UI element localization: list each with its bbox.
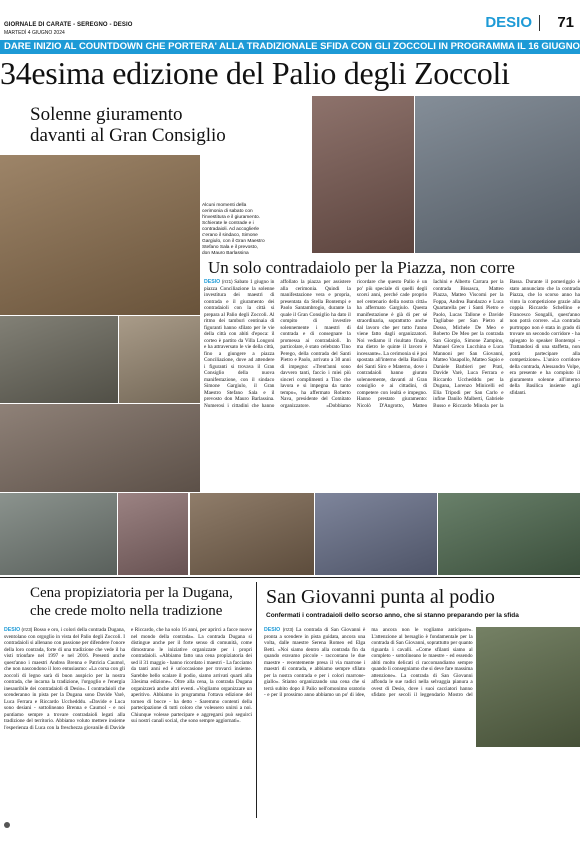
- photo-stage-officials: [415, 96, 580, 253]
- article3-title: San Giovanni punta al podio: [266, 586, 495, 608]
- photo-drummers: [0, 316, 118, 403]
- main-headline: 34esima edizione del Palio degli Zoccoli: [0, 55, 510, 91]
- header-divider: [539, 15, 540, 31]
- article2-body: DESIO (rrz3) Bosso e oro, i colori della contrada Dugana, sventolano con orgoglio in vista del Palio degli Zoccoli. I contradaioli si allenano con passione per difendere l'onore della loro contrada, forte di una tradizione che vede il ha visti trionfare nel 1997 e nel 2016. Presenti anche quest'anno i maestri Andrea Brenna e Patricia Caumol, che non nascondono il loro entusiasmo: «La corsa con gli zoccoli di legno sarà di buon auspicio per la nostra contrada, che incarna la tradizione, l'orgoglio e l'energia inesauribile dei contradaioli di Desio». I contradaioli che scenderanno in pista per la Dugana sono Davide Varè, Luca Ferrara e Riccardo Ucchedddu. «Davide e Luca sono desiani - sottolineano Brenna e Caumol - e noi puntiamo sempre a trovare contradaioli legati alla tradizione del territorio. Abbiamo voluto mettere insieme l'esperienza di Luca con la freschezza giovanile di Davide e Riccardo, che ha solo 16 anni, per aprirci a facce nuove nel mondo della contrada». La contrada Dugana si distingue anche per il forte senso di comunità, come dimostrano le iniziative organizzate per i propri contradaioli. «Abbiamo fatto una cena propiziatoria dei sed il 31 maggio - hanno ricordato i maestri - La facciamo da tanti anni ed è un'occasione per trovarci insieme. Sarebbe bello scalare il podio, siamo arrivati quarti alla 33esima edizione». Oltre alla cena, la contrada Dugana organizzerà anche altri eventi. «Vogliamo organizzare un aperitivo. Abbiamo in programma l'ottava edizione del torneo di bocce - ha detto - Saremmo contenti della partecipazione di tutti coloro che volessero unirsi a noi. Chiunque volesse partecipare e aggregarsi può seguirci sui nostri canali social, che sono sempre aggiornati».: [4, 627, 252, 731]
- photo-caption: Alcuni momenti della cerimonia di sabato con l'investitura e il giuramento. Schierate le contrade e i contradaioli. Ad accoglierle c'erano il sindaco, Simone Gargiulo, con il Gran Maestro Stefano Sala e il prevosto, don Mauro Barlassina: [202, 203, 265, 256]
- page-header: [0, 0, 580, 40]
- photo-san-giovanni-runners: [476, 627, 580, 747]
- photo-square-gathering: [0, 493, 117, 575]
- section-divider: [0, 577, 580, 578]
- article3-body: DESIO (rrz3) La contrada di San Giovanni è pronta a scendere in pista guidata, ancora una volta, dalle maestre Serena Romeo ed Elga Betti. «Noi siamo dentro alla contrada fin da quando eravamo piccole - raccontano le due maestre - recentemente presa il via marrone i maestri di contrada, e abbiamo sempre sfilato per la nostra contrada e per i colori marrone-giallo». Stiamo organizzando una cena che si terrà subito dopo il Palio nell'omonimo oratorio - e per il prossimo anno abbiamo un po' di idee, ma ancora non le vogliamo anticipare». L'attenzione al bersaglio è fondamentale per la contrada di San Giovanni, soprattutto per quanto riguarda i cavalli. «Come sfilanti siamo al completo - sottolineano le maestre - ed essendo abiti molto delicati ci raccomandiamo sempre quando li consegniamo che si deve fare massima attenzione». La contrada di San Giovanni affonda le sue radici nella selvaggia pianura a ovest di Desio, dove i suoi cacciatori hanno sfidato per secoli il leggendario Mostro del: [264, 627, 473, 698]
- article1-body: DESIO (rrz1) Sabato 1 giugno in piazza Conciliazione la solenne investitura dei maestri di contrada e il giuramento dei contradaioli con la città si prepara al Palio degli Zoccoli. Al ritmo dei tamburi centinaia di figuranti hanno sfilato per le vie della città con abiti d'epoca: il corteo è partito da Villa Longoni e ha attraversato le vie della città, fino a giungere a piazza Conciliazione, dove ad attendere i figuranti si trovava il Gran Consiglio della nuova manifestazione, con il sindaco Simone Gargiulo, il Gran Maestro Stefano Sala e il prevosto don Mauro Barlassina. Numerosi i cittadini che hanno affollato la piazza per assistere alla cerimonia. Quindi la manifestazione vera e propria, presentata da Stella Bontempi e Paolo Santambrogio, durante la quale il Gran Consiglio ha dato il compito di investire solennemente i maestri di contrada e di consegnare la promessa ai contradaioli. In particolare, è stato celebrato Tino Perego, della contrada del Santi Pietro e Paolo, arrivato a 30 anni di impegno: «Trent'anni sono davvero tanti, faccio i miei più sinceri complimenti a Tino che lavora e si impegna da tanto tempo», ha affermato Roberto Nava, presidente del Comitato organizzatore. «Dobbiamo ricordare che questo Palio è un po' più speciale di quelli degli scorsi anni, perché cade proprio nel centenario della nostra città» ha affermato Gargiulo. Questa manifestazione è già di per sé straordinaria, soprattutto anche dal lavoro che per tutto l'anno viene fatto dagli organizzatori. Noi vediamo il risultato finale, ma dietro le quinte il lavoro è incessante». La cerimonia si è poi spostata all'interno della Basilica dei Santi Siro e Materno, dove i contradaioli hanno giurato solennemente, davanti al Gran consiglio e ai cittadini, di competere con lealtà e impegno. Hanno prestato giuramento: Nicolò D'Angrotto, Matteo Iachini e Alberto Carrara per la contrada Bissasca, Matteo Piazza, Matteo Viscomi per la Foppa, Andrea Bandazzo e Luca Quartarella per i Santi Pietro e Paolo, Lucas Tallone e Davide Tagliabue per San Pietro al Dosso, Michele De Meo e Roberto De Meo per la contrada San Giorgio, Simone Zampino, Manuel Greco Lucchina e Luca Mannoni per San Giovanni, Matteo Vasapollo, Matteo Sapio e Daniele Barbieri per Prati, Davide Varè, Luca Ferrara e Riccardo Ucchedddu per la Dugana, Lorenzo Minicelli ed Elia Tripodi per San Carlo e infine Danilo Malberti, Gabriele Busso e Riccardo Minola per la Bassa. Durante il pomeriggio è stato annunciato che la contrada Piazza, che lo scorso anno ha vinto la competizione grazie alla coppia Riccardo Schellino e Francesco Songalli, quest'anno non potrà correre. «La contrada purtroppo non è stata in grado di trovare un secondo corridore - ha spiegato lo speaker Bontempi - Trattandosi di una staffetta, non potrà partecipare alla competizione». L'unico corridore della contrada, Alessandro Volpe, era presente e ha compiuto il giuramento solenne all'interno della Basilica insieme agli sfidanti.: [204, 279, 580, 409]
- newspaper-name: GIORNALE DI CARATE - SEREGNO - DESIO: [4, 22, 133, 28]
- issue-date: MARTEDÌ 4 GIUGNO 2024: [4, 30, 65, 36]
- photo-ceremony-red-flags: [312, 96, 414, 253]
- sub-headline: Solenne giuramento davanti al Gran Consiglio: [30, 104, 226, 146]
- photo-green-costumes: [438, 493, 580, 575]
- article3-kicker: Confermati i contradaioli dello scorso anno, che si stanno preparando per la sfida: [266, 612, 519, 619]
- photo-procession: [0, 404, 200, 492]
- section-name: DESIO: [485, 14, 532, 31]
- article1-title: Un solo contradaiolo per la Piazza, non corre: [208, 258, 515, 277]
- kicker-banner: DARE INIZIO AL COUNTDOWN CHE PORTERA' ALLA TRADIZIONALE SFIDA CON GLI ZOCCOLI IN PROGRAMMA IL 16 GIUGNO: [0, 40, 580, 54]
- article2-title: Cena propiziatoria per la Dugana, che crede molto nella tradizione: [30, 585, 233, 619]
- photo-cathedral-crowd: [119, 316, 200, 403]
- column-divider: [256, 582, 257, 818]
- photo-flag-bearers: [118, 493, 188, 575]
- photo-contrada-group: [315, 493, 437, 575]
- page-number: 71: [557, 14, 574, 31]
- footer-dot: [4, 822, 10, 828]
- photo-basilica-pews: [190, 493, 314, 575]
- photo-basilica-interior: [0, 155, 200, 315]
